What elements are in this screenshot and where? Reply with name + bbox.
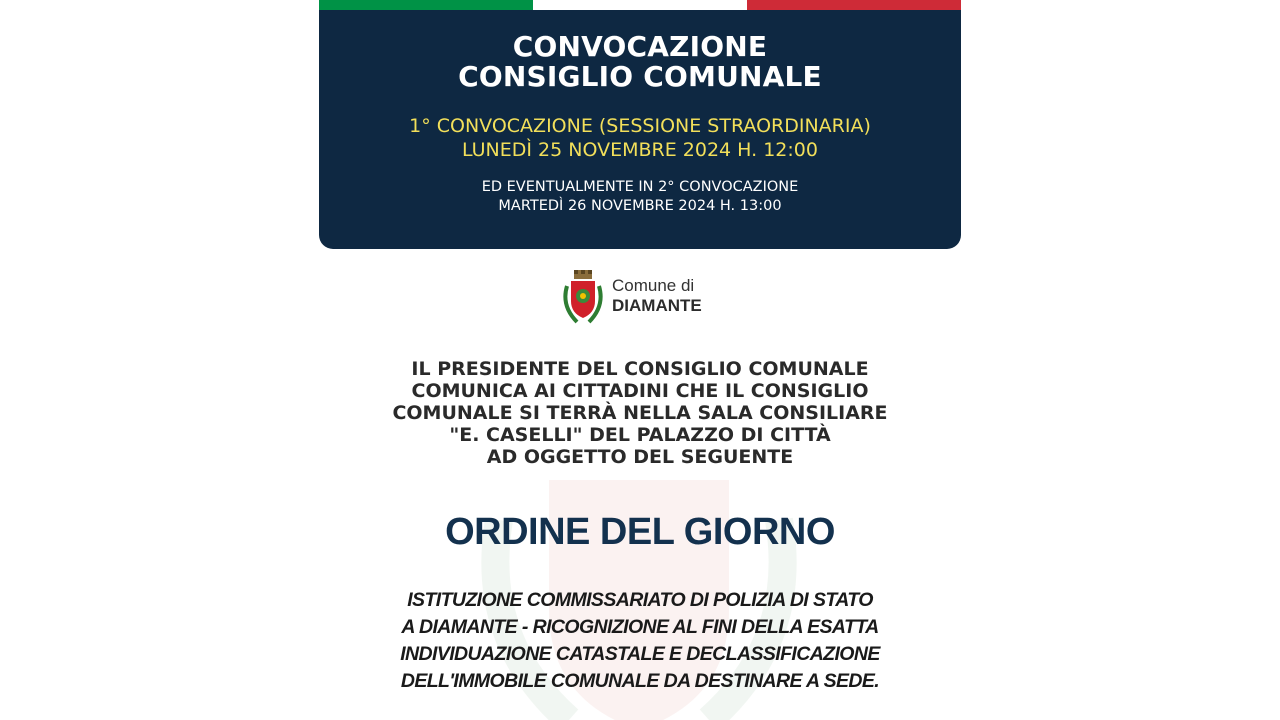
- agenda-item: [319, 587, 961, 695]
- first-convocation: [319, 114, 961, 162]
- banner-title: [319, 32, 961, 92]
- convocation-banner: [319, 10, 961, 249]
- agenda-line: DELL'IMMOBILE COMUNALE DA DESTINARE A SEDE.: [400, 670, 880, 692]
- coat-of-arms-icon: [559, 268, 607, 326]
- banner-title-line2: CONSIGLIO COMUNALE: [458, 60, 822, 93]
- announcement-line: "E. CASELLI" DEL PALAZZO DI CITTÀ: [449, 424, 831, 446]
- logo-line2: DIAMANTE: [612, 296, 702, 315]
- announcement-line: COMUNALE SI TERRÀ NELLA SALA CONSILIARE: [392, 402, 888, 424]
- second-convocation-line2: MARTEDÌ 26 NOVEMBRE 2024 H. 13:00: [498, 198, 782, 214]
- logo-line1: Comune di: [612, 276, 695, 295]
- banner-title-line1: CONVOCAZIONE: [512, 30, 768, 63]
- poster: [319, 0, 961, 720]
- logo-text: [612, 276, 702, 316]
- announcement-line: COMUNICA AI CITTADINI CHE IL CONSIGLIO: [411, 380, 869, 402]
- first-convocation-line1: 1° CONVOCAZIONE (SESSIONE STRAORDINARIA): [409, 115, 871, 137]
- announcement: [319, 358, 961, 468]
- first-convocation-line2: LUNEDÌ 25 NOVEMBRE 2024 H. 12:00: [462, 139, 818, 161]
- order-title: ORDINE DEL GIORNO: [445, 511, 835, 553]
- announcement-line: AD OGGETTO DEL SEGUENTE: [486, 446, 794, 468]
- second-convocation-line1: ED EVENTUALMENTE IN 2° CONVOCAZIONE: [481, 179, 799, 195]
- agenda-line: A DIAMANTE - RICOGNIZIONE AL FINI DELLA ESATTA: [401, 616, 879, 638]
- second-convocation: [319, 178, 961, 216]
- comune-logo: [559, 268, 729, 328]
- agenda-line: INDIVIDUAZIONE CATASTALE E DECLASSIFICAZIONE: [400, 643, 880, 665]
- agenda-line: ISTITUZIONE COMMISSARIATO DI POLIZIA DI STATO: [407, 589, 873, 611]
- announcement-line: IL PRESIDENTE DEL CONSIGLIO COMUNALE: [411, 358, 869, 380]
